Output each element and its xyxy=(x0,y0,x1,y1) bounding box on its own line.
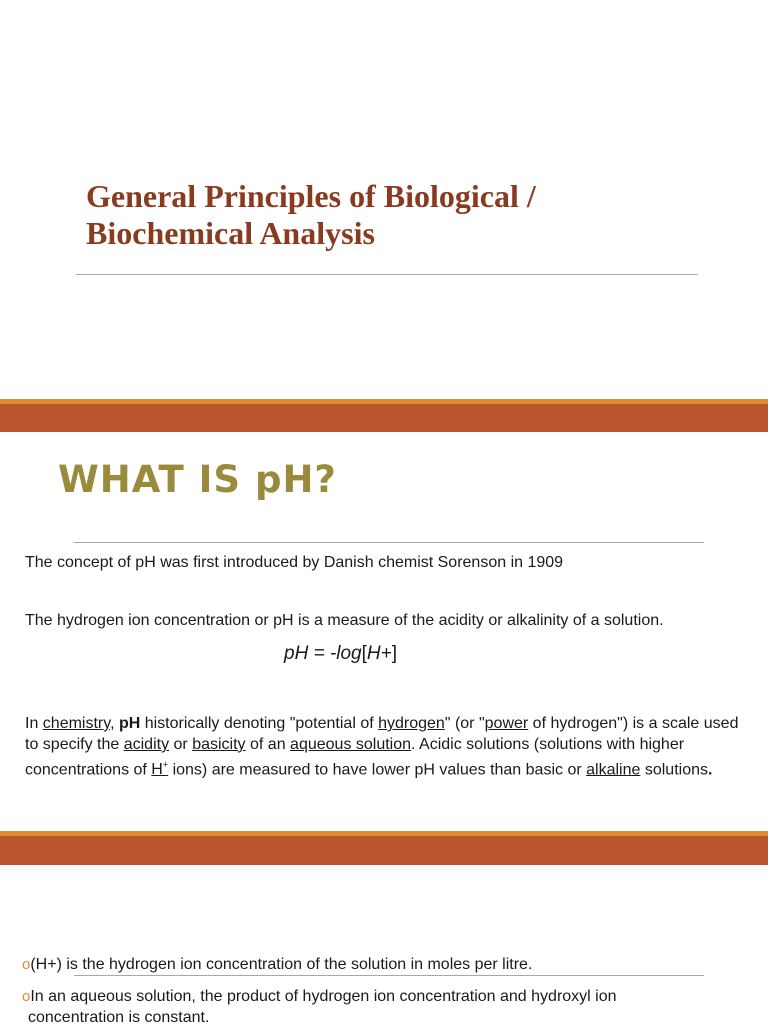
link-chemistry[interactable]: chemistry xyxy=(42,715,111,732)
bullet-marker: o xyxy=(22,988,31,1005)
slide-separator-band xyxy=(0,836,768,865)
bullet1-prefix: (H+) xyxy=(30,956,67,973)
para-text: historically denoting "potential of xyxy=(140,715,379,732)
formula-inner: H+ xyxy=(366,643,392,664)
link-alkaline[interactable]: alkaline xyxy=(586,761,641,779)
bullet1-text: is the hydrogen ion concentration of the solution in moles per litre. xyxy=(66,956,533,973)
bullet-divider xyxy=(74,975,704,976)
slide-title-line1: General Principles of Biological / xyxy=(86,178,536,214)
para-text: of an xyxy=(245,736,291,753)
para-text: solutions xyxy=(640,761,708,779)
h-superscript: + xyxy=(162,760,169,770)
link-power[interactable]: power xyxy=(484,715,529,732)
slide-title-line2: Biochemical Analysis xyxy=(86,215,375,251)
ph-bold: pH xyxy=(118,715,141,732)
bullet-item xyxy=(22,986,742,1028)
para-text: , xyxy=(110,715,119,732)
link-acidity[interactable]: acidity xyxy=(123,736,170,753)
para-text: . Acidic solutions (solutions with higher concentrations of xyxy=(25,736,685,779)
title-divider xyxy=(76,274,698,275)
intro-text: The concept of pH was first introduced by Danish chemist Sorenson in 1909 xyxy=(25,554,564,571)
slide-separator-band xyxy=(0,404,768,432)
bullet2-line2: concentration is constant. xyxy=(28,1009,210,1026)
para-text: In xyxy=(25,715,43,732)
slide-title xyxy=(86,178,706,252)
para-period: . xyxy=(707,761,713,779)
bullet2-line1: In an aqueous solution, the product of hydrogen ion concentration and hydroxyl ion xyxy=(30,988,617,1005)
formula-bracket-open: [ xyxy=(361,643,367,664)
ph-paragraph xyxy=(25,713,745,780)
link-h-ion[interactable] xyxy=(151,761,168,778)
para-text: of hydrogen") is a scale used to specify the xyxy=(25,715,739,753)
definition-text: The hydrogen ion concentration or pH is a measure of the acidity or alkalinity of a solution. xyxy=(25,612,664,629)
formula-bracket-close: ] xyxy=(391,643,398,664)
ph-formula xyxy=(284,643,397,665)
heading-divider xyxy=(74,542,704,543)
section-heading: WHAT IS pH? xyxy=(58,458,337,501)
para-text: or xyxy=(169,736,193,753)
bullet-marker: o xyxy=(22,956,31,973)
link-aqueous-solution[interactable]: aqueous solution xyxy=(290,736,412,753)
para-text: " (or " xyxy=(444,715,485,732)
para-text: ions) are measured to have lower pH values than basic or xyxy=(168,761,587,779)
formula-left: pH = -log xyxy=(284,643,362,664)
bullet-item xyxy=(22,954,742,975)
h-letter: H xyxy=(151,761,163,779)
link-basicity[interactable]: basicity xyxy=(192,736,246,753)
link-hydrogen[interactable]: hydrogen xyxy=(378,715,445,732)
